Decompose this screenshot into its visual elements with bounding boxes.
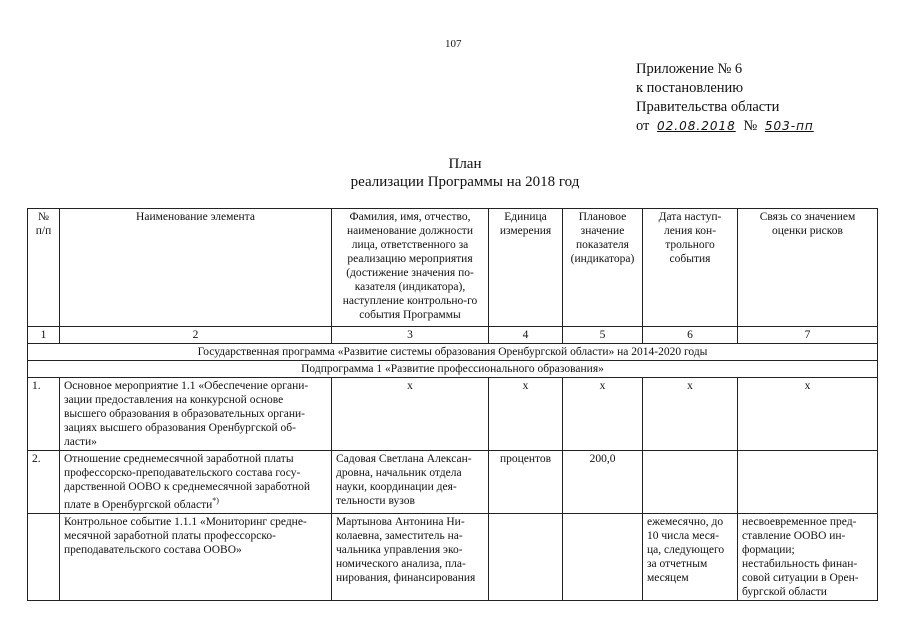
table-row — [28, 513, 878, 600]
subprogram-title: Подпрограмма 1 «Развитие профессионального образования» — [28, 361, 878, 378]
col-number: 7 — [738, 327, 878, 344]
row-name-cell — [60, 451, 332, 514]
table-header-row — [28, 209, 878, 327]
header-unit: Единица измерения — [489, 209, 563, 327]
row-num: 1. — [28, 378, 60, 451]
header-num: № п/п — [28, 209, 60, 327]
appendix-line-3: Правительства области — [636, 99, 780, 115]
column-numbers-row — [28, 327, 878, 344]
title-line-2: реализации Программы на 2018 год — [350, 174, 580, 190]
handwritten-date: 02.08.2018 — [657, 119, 736, 133]
number-prefix: № — [743, 118, 758, 134]
row-date — [643, 451, 738, 514]
row-risk: несвоевременное пред-ставление ООВО ин-формации; нестабильность финан-совой ситуации в Орен-бургской области — [738, 513, 878, 600]
footnote-mark: *) — [212, 496, 219, 505]
plan-table — [27, 208, 878, 601]
appendix-line-2: к постановлению — [636, 80, 744, 96]
row-plan-value: 200,0 — [563, 451, 643, 514]
row-responsible: Садовая Светлана Алексан-дровна, начальник отдела науки, координации дея-тельности вузов — [332, 451, 489, 514]
document-title — [330, 155, 600, 191]
header-element-name: Наименование элемента — [60, 209, 332, 327]
col-number: 6 — [643, 327, 738, 344]
header-responsible: Фамилия, имя, отчество, наименование должности лица, ответственного за реализацию мероприятия (достижение значения по-казателя (индикатора), наступление контрольно-го события Программы — [332, 209, 489, 327]
table-row — [28, 451, 878, 514]
header-risk: Связь со значением оценки рисков — [738, 209, 878, 327]
appendix-date-line — [636, 117, 818, 136]
title-line-1: План — [448, 156, 482, 172]
row-unit: процентов — [489, 451, 563, 514]
row-risk: х — [738, 378, 878, 451]
appendix-line-1: Приложение № 6 — [636, 61, 743, 77]
header-event-date: Дата наступ-ления кон-трольного события — [643, 209, 738, 327]
row-name: Контрольное событие 1.1.1 «Мониторинг средне-месячной заработной платы профессорско-преподавательского состава ООВО» — [60, 513, 332, 600]
col-number: 5 — [563, 327, 643, 344]
row-num — [28, 513, 60, 600]
row-risk — [738, 451, 878, 514]
program-title: Государственная программа «Развитие системы образования Оренбургской области» на 2014-2020 годы — [28, 344, 878, 361]
row-responsible: х — [332, 378, 489, 451]
row-responsible: Мартынова Антонина Ни-колаевна, заместитель на-чальника управления эко-номического анализа, пла-нирования, финансирования — [332, 513, 489, 600]
row-unit: х — [489, 378, 563, 451]
header-plan-value: Плановое значение показателя (индикатора) — [563, 209, 643, 327]
row-plan-value — [563, 513, 643, 600]
row-num: 2. — [28, 451, 60, 514]
row-name: Основное мероприятие 1.1 «Обеспечение органи-зации предоставления на конкурсной основе высшего образования в образовательных органи-зациях высшего образования Оренбургской об-ласти» — [60, 378, 332, 451]
date-prefix: от — [636, 118, 650, 134]
appendix-block — [636, 60, 818, 136]
row-date: х — [643, 378, 738, 451]
page-number: 107 — [445, 38, 462, 50]
handwritten-number: 503-пп — [764, 119, 814, 133]
row-plan-value: х — [563, 378, 643, 451]
col-number: 1 — [28, 327, 60, 344]
row-date: ежемесячно, до 10 числа меся-ца, следующего за отчетным месяцем — [643, 513, 738, 600]
col-number: 2 — [60, 327, 332, 344]
row-unit — [489, 513, 563, 600]
table-row — [28, 378, 878, 451]
row-name: Отношение среднемесячной заработной платы профессорско-преподавательского состава госу-дарственной ООВО к среднемесячной заработной плате в Оренбургской области — [64, 453, 311, 511]
col-number: 3 — [332, 327, 489, 344]
program-row — [28, 344, 878, 361]
subprogram-row — [28, 361, 878, 378]
col-number: 4 — [489, 327, 563, 344]
